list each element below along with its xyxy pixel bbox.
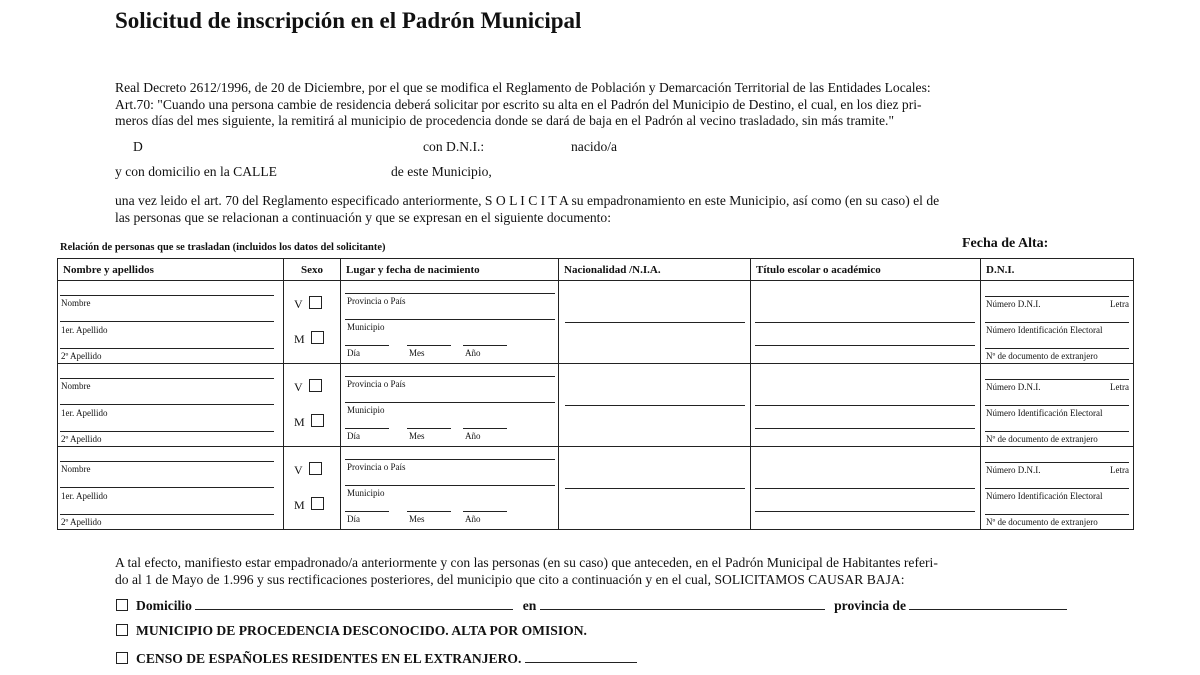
- municipio-field[interactable]: [345, 402, 555, 403]
- dia-field[interactable]: [345, 345, 389, 346]
- desconocido-label: MUNICIPIO DE PROCEDENCIA DESCONOCIDO. ALTA POR OMISION.: [136, 623, 587, 638]
- m-label: M: [294, 332, 305, 346]
- nacionalidad-field[interactable]: [565, 405, 745, 406]
- nombre-field[interactable]: [60, 378, 274, 379]
- dni-cell: [981, 364, 1134, 447]
- electoral-field[interactable]: [985, 405, 1129, 406]
- dia-field[interactable]: [345, 428, 389, 429]
- m-checkbox[interactable]: [311, 331, 324, 344]
- electoral-field[interactable]: [985, 322, 1129, 323]
- municipio-field[interactable]: [345, 485, 555, 486]
- extranjero-label: Nº de documento de extranjero: [986, 434, 1098, 444]
- provincia-field[interactable]: [345, 293, 555, 294]
- electoral-field[interactable]: [985, 488, 1129, 489]
- titulo-field-2[interactable]: [755, 428, 975, 429]
- anio-label: Año: [465, 348, 481, 358]
- dia-field[interactable]: [345, 511, 389, 512]
- declaration-line: do al 1 de Mayo de 1.996 y sus rectificaciones posteriores, del municipio que cito a continuación y en el cual, SOLICITAMOS CAUSAR BAJA:: [115, 571, 905, 587]
- letra-label: Letra: [1110, 382, 1129, 392]
- option-desconocido: [116, 623, 587, 640]
- censo-field[interactable]: [525, 650, 637, 663]
- apellido2-label: 2º Apellido: [61, 434, 102, 444]
- header-nombre: Nombre y apellidos: [58, 259, 284, 281]
- extranjero-label: Nº de documento de extranjero: [986, 351, 1098, 361]
- nombre-label: Nombre: [61, 298, 91, 308]
- provincia-label: provincia de: [834, 598, 906, 613]
- apellido2-label: 2º Apellido: [61, 517, 102, 527]
- censo-label: CENSO DE ESPAÑOLES RESIDENTES EN EL EXTRANJERO.: [136, 651, 522, 666]
- municipio-label: Municipio: [347, 405, 385, 415]
- dia-label: Día: [347, 348, 360, 358]
- extranjero-field[interactable]: [985, 348, 1129, 349]
- v-label: V: [294, 380, 303, 394]
- name-cell: [58, 281, 284, 364]
- municipio-label: Municipio: [347, 488, 385, 498]
- extranjero-label: Nº de documento de extranjero: [986, 517, 1098, 527]
- dni-label: con D.N.I.:: [423, 139, 485, 154]
- municipio-label: Municipio: [347, 322, 385, 332]
- nombre-field[interactable]: [60, 461, 274, 462]
- apellido1-field[interactable]: [60, 487, 274, 488]
- titulo-cell: [751, 447, 981, 530]
- apellido1-label: 1er. Apellido: [61, 408, 108, 418]
- request-paragraph: [115, 193, 939, 226]
- en-field[interactable]: [540, 597, 825, 610]
- letra-label: Letra: [1110, 299, 1129, 309]
- nacionalidad-field[interactable]: [565, 322, 745, 323]
- nombre-field[interactable]: [60, 295, 274, 296]
- sex-cell: [284, 447, 341, 530]
- table-row: [58, 364, 1134, 447]
- titulo-field-1[interactable]: [755, 322, 975, 323]
- dni-cell: [981, 281, 1134, 364]
- apellido2-field[interactable]: [60, 431, 274, 432]
- dni-label: Número D.N.I.: [986, 465, 1041, 475]
- apellido2-label: 2º Apellido: [61, 351, 102, 361]
- titulo-cell: [751, 364, 981, 447]
- provincia-label: Provincia o País: [347, 296, 406, 306]
- dni-label: Número D.N.I.: [986, 299, 1041, 309]
- dia-label: Día: [347, 514, 360, 524]
- intro-paragraph: [115, 80, 931, 130]
- dni-field[interactable]: [985, 296, 1129, 297]
- intro-line: Art.70: "Cuando una persona cambie de residencia deberá solicitar por escrito su alta en el Padrón del Municipio de Destino, el cual, en los diez pri-: [115, 96, 922, 112]
- table-row: [58, 447, 1134, 530]
- nacionalidad-field[interactable]: [565, 488, 745, 489]
- titulo-cell: [751, 281, 981, 364]
- header-nacionalidad: Nacionalidad /N.I.A.: [559, 259, 751, 281]
- option-domicilio: [116, 597, 1067, 615]
- apellido1-label: 1er. Apellido: [61, 325, 108, 335]
- m-option: [294, 497, 324, 513]
- anio-label: Año: [465, 514, 481, 524]
- m-label: M: [294, 498, 305, 512]
- v-checkbox[interactable]: [309, 379, 322, 392]
- anio-field[interactable]: [463, 345, 507, 346]
- censo-checkbox[interactable]: [116, 652, 128, 664]
- electoral-label: Número Identificación Electoral: [986, 325, 1103, 335]
- dni-field[interactable]: [985, 462, 1129, 463]
- apellido1-field[interactable]: [60, 404, 274, 405]
- request-line: las personas que se relacionan a continuación y que se expresan en el siguiente documento:: [115, 209, 611, 225]
- sex-cell: [284, 364, 341, 447]
- address-label: y con domicilio en la CALLE: [115, 164, 277, 179]
- titulo-field-2[interactable]: [755, 511, 975, 512]
- nombre-label: Nombre: [61, 464, 91, 474]
- header-lugar: Lugar y fecha de nacimiento: [341, 259, 559, 281]
- apellido2-field[interactable]: [60, 514, 274, 515]
- birth-cell: [341, 447, 559, 530]
- municipio-label: de este Municipio,: [391, 164, 492, 179]
- fecha-alta-label: Fecha de Alta:: [962, 236, 1049, 251]
- intro-line: meros días del mes siguiente, la remitirá al municipio de procedencia donde se dará de baja en el Padrón al vecino trasladado, sin más tramite.": [115, 113, 894, 128]
- titulo-field-1[interactable]: [755, 488, 975, 489]
- v-label: V: [294, 463, 303, 477]
- nombre-label: Nombre: [61, 381, 91, 391]
- provincia-field[interactable]: [909, 597, 1067, 610]
- en-label: en: [522, 598, 537, 613]
- table-row: [58, 281, 1134, 364]
- name-cell: [58, 447, 284, 530]
- table-caption: Relación de personas que se trasladan (incluidos los datos del solicitante): [60, 242, 386, 253]
- m-label: M: [294, 415, 305, 429]
- dni-cell: [981, 447, 1134, 530]
- m-option: [294, 331, 324, 347]
- provincia-field[interactable]: [345, 376, 555, 377]
- mes-label: Mes: [409, 348, 425, 358]
- born-label: nacido/a: [571, 139, 618, 154]
- mes-label: Mes: [409, 431, 425, 441]
- page-title: Solicitud de inscripción en el Padrón Municipal: [115, 8, 582, 33]
- provincia-label: Provincia o País: [347, 379, 406, 389]
- desconocido-checkbox[interactable]: [116, 624, 128, 636]
- mes-field[interactable]: [407, 345, 451, 346]
- domicilio-label: Domicilio: [136, 598, 192, 613]
- domicilio-checkbox[interactable]: [116, 599, 128, 611]
- d-label: D: [133, 139, 143, 154]
- v-option: [294, 296, 322, 312]
- anio-field[interactable]: [463, 511, 507, 512]
- m-checkbox[interactable]: [311, 414, 324, 427]
- electoral-label: Número Identificación Electoral: [986, 408, 1103, 418]
- anio-label: Año: [465, 431, 481, 441]
- m-option: [294, 414, 324, 430]
- request-line: una vez leido el art. 70 del Reglamento especificado anteriormente, S O L I C I T A su empadronamiento en este Municipio, así como (en su caso) el de: [115, 193, 940, 208]
- titulo-field-2[interactable]: [755, 345, 975, 346]
- header-sexo: Sexo: [284, 259, 341, 281]
- titulo-field-1[interactable]: [755, 405, 975, 406]
- option-censo: [116, 650, 637, 668]
- declaration-line: A tal efecto, manifiesto estar empadronado/a anteriormente y con las personas (en su caso) que anteceden, en el Padrón Municipal de Habitantes referi-: [115, 555, 938, 570]
- m-checkbox[interactable]: [311, 497, 324, 510]
- name-cell: [58, 364, 284, 447]
- mes-field[interactable]: [407, 428, 451, 429]
- nacionalidad-cell: [559, 364, 751, 447]
- v-option: [294, 379, 322, 395]
- dia-label: Día: [347, 431, 360, 441]
- provincia-field[interactable]: [345, 459, 555, 460]
- extranjero-field[interactable]: [985, 514, 1129, 515]
- letra-label: Letra: [1110, 465, 1129, 475]
- nacionalidad-cell: [559, 447, 751, 530]
- electoral-label: Número Identificación Electoral: [986, 491, 1103, 501]
- apellido2-field[interactable]: [60, 348, 274, 349]
- apellido1-field[interactable]: [60, 321, 274, 322]
- header-dni: D.N.I.: [981, 259, 1134, 281]
- municipio-field[interactable]: [345, 319, 555, 320]
- v-checkbox[interactable]: [309, 462, 322, 475]
- v-label: V: [294, 297, 303, 311]
- dni-label: Número D.N.I.: [986, 382, 1041, 392]
- birth-cell: [341, 364, 559, 447]
- nacionalidad-cell: [559, 281, 751, 364]
- apellido1-label: 1er. Apellido: [61, 491, 108, 501]
- declaration-paragraph: [115, 555, 938, 588]
- mes-label: Mes: [409, 514, 425, 524]
- anio-field[interactable]: [463, 428, 507, 429]
- birth-cell: [341, 281, 559, 364]
- sex-cell: [284, 281, 341, 364]
- persons-table: [57, 258, 1134, 530]
- header-titulo: Título escolar o académico: [751, 259, 981, 281]
- intro-line: Real Decreto 2612/1996, de 20 de Diciembre, por el que se modifica el Reglamento de Población y Demarcación Territorial de las Entidades Locales:: [115, 80, 931, 95]
- provincia-label: Provincia o País: [347, 462, 406, 472]
- domicilio-field[interactable]: [195, 597, 513, 610]
- v-checkbox[interactable]: [309, 296, 322, 309]
- dni-field[interactable]: [985, 379, 1129, 380]
- v-option: [294, 462, 322, 478]
- mes-field[interactable]: [407, 511, 451, 512]
- extranjero-field[interactable]: [985, 431, 1129, 432]
